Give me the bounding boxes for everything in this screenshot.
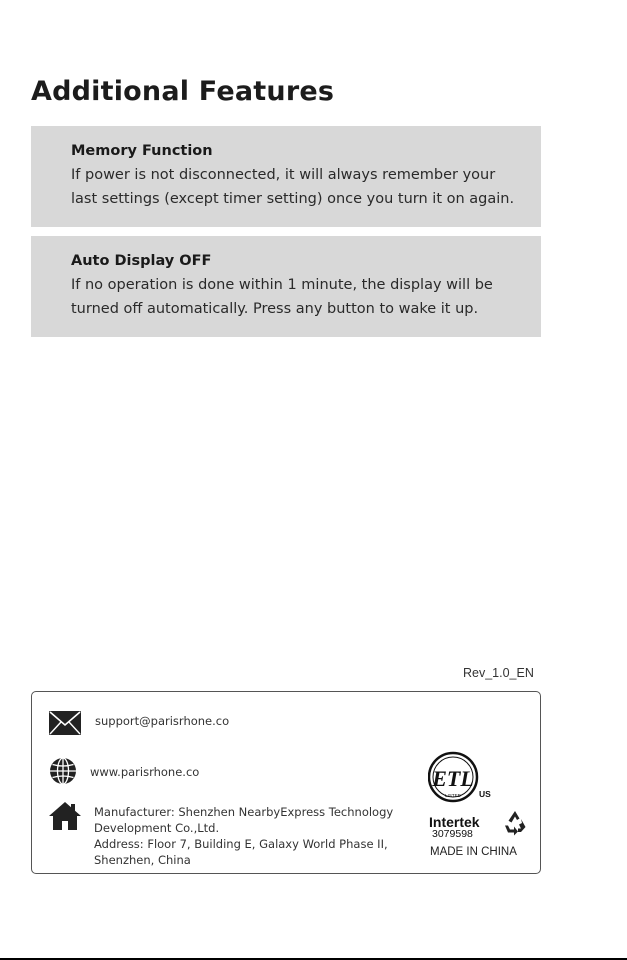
manufacturer-line: Manufacturer: Shenzhen NearbyExpress Technology: [94, 805, 394, 819]
feature-desc-line: turned off automatically. Press any button to wake it up.: [71, 301, 479, 317]
manufacturer-line: Shenzhen, China: [94, 853, 191, 867]
feature-description: [71, 273, 521, 321]
contact-box: [31, 691, 541, 874]
feature-desc-line: last settings (except timer setting) once you turn it on again.: [71, 191, 515, 207]
etl-listed-text: LISTED: [445, 793, 461, 798]
page-title: Additional Features: [31, 76, 335, 107]
feature-title: Memory Function: [71, 143, 213, 159]
globe-icon: [49, 757, 77, 785]
revision-label: Rev_1.0_EN: [463, 666, 534, 680]
recycle-icon: [500, 808, 530, 838]
feature-desc-line: If no operation is done within 1 minute, the display will be: [71, 277, 493, 293]
feature-desc-line: If power is not disconnected, it will always remember your: [71, 167, 496, 183]
manufacturer-line: Development Co.,Ltd.: [94, 821, 220, 835]
envelope-icon: [48, 710, 82, 736]
house-icon: [48, 801, 82, 831]
email-link[interactable]: support@parisrhone.co: [95, 714, 230, 728]
etl-country-text: US: [479, 789, 491, 799]
feature-auto-display-off: [31, 236, 541, 337]
lab-name: Intertek: [429, 814, 480, 830]
feature-title: Auto Display OFF: [71, 253, 212, 269]
feature-memory-function: [31, 126, 541, 227]
manufacturer-line: Address: Floor 7, Building E, Galaxy World Phase II,: [94, 837, 388, 851]
certification-number: 3079598: [432, 828, 473, 840]
etl-logo-text: ETL: [432, 766, 474, 791]
feature-description: [71, 163, 521, 211]
etl-listed-logo: [428, 748, 498, 810]
origin-label: MADE IN CHINA: [430, 846, 517, 858]
manufacturer-info: [94, 804, 393, 868]
website-link[interactable]: www.parisrhone.co: [90, 765, 200, 779]
